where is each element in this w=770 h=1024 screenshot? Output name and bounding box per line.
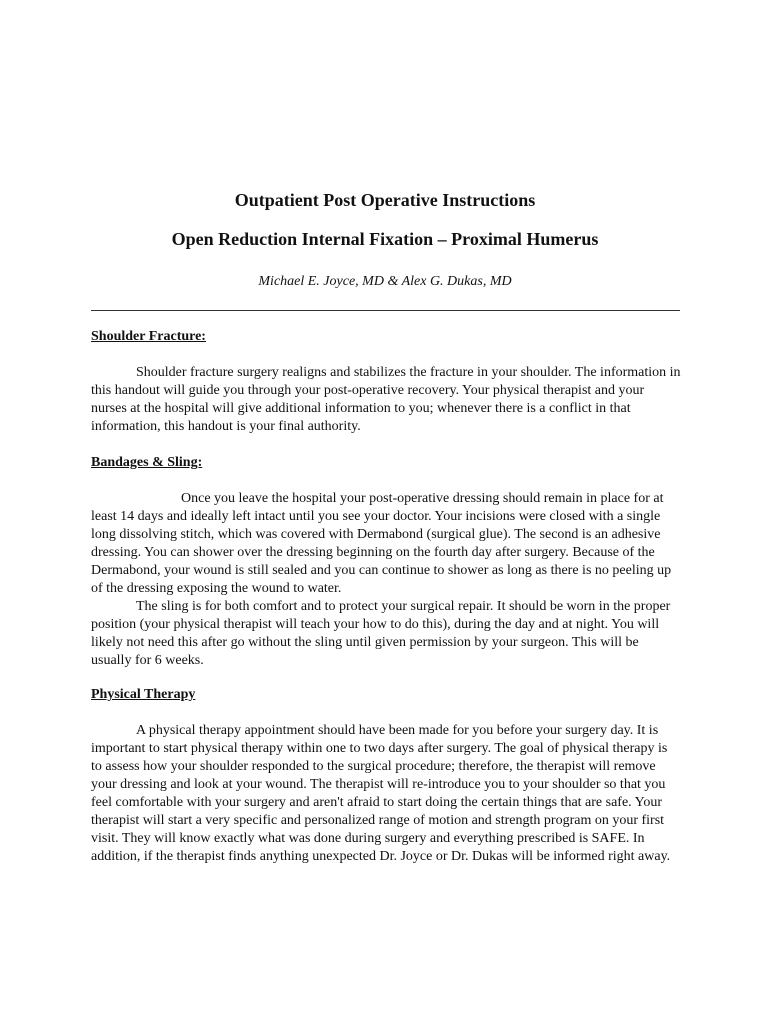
section-heading: Bandages & Sling: [91, 455, 203, 470]
spacer [91, 346, 681, 364]
section-physical-therapy [91, 686, 681, 866]
paragraph: Shoulder fracture surgery realigns and stabilizes the fracture in your shoulder. The information in this handout will guide you through your post-operative recovery. Your physical therapist and your nurses at the hospital will give additional information to you; whenever there is a conflict in that information, this handout is your final authority. [91, 365, 681, 434]
paragraph: Once you leave the hospital your post-operative dressing should remain in place for at least 14 days and ideally left intact until you see your doctor. Your incisions were closed with a single long dissolving stitch, which was covered with Dermabond (surgical glue). The second is an adhesive dressing. You can shower over the dressing beginning on the fourth day after surgery. Because of the Dermabond, your wound is still sealed and you can continue to shower as long as there is no peeling up of the dressing exposing the wound to water. [91, 491, 672, 596]
document-subtitle: Open Reduction Internal Fixation – Proximal Humerus [171, 229, 599, 249]
paragraph: The sling is for both comfort and to protect your surgical repair. It should be worn in the proper position (your physical therapist will teach your how to do this), during the day and at night. You will likely not need this after go without the sling until given permission by your surgeon. This will be usually for 6 weeks. [91, 599, 671, 668]
section-shoulder-fracture [91, 328, 681, 436]
spacer [91, 472, 681, 490]
paragraph: A physical therapy appointment should have been made for you before your surgery day. It is important to start physical therapy within one to two days after surgery. The goal of physical therapy is to assess how your shoulder responded to the surgical procedure; therefore, the therapist will remove your dressing and look at your wound. The therapist will re-introduce you to your shoulder so that you feel comfortable with your surgery and aren't afraid to start doing the certain things that are safe. Your therapist will start a very specific and personalized range of motion and strength program on your first visit. They will know exactly what was done during surgery and everything prescribed is SAFE. In addition, if the therapist finds anything unexpected Dr. Joyce or Dr. Dukas will be informed right away. [91, 723, 671, 864]
document-title: Outpatient Post Operative Instructions [234, 190, 536, 210]
section-heading: Shoulder Fracture: [91, 329, 206, 344]
section-heading: Physical Therapy [91, 687, 196, 702]
authors-line: Michael E. Joyce, MD & Alex G. Dukas, MD [258, 274, 512, 289]
spacer [91, 704, 681, 722]
horizontal-divider [91, 310, 680, 311]
section-bandages-sling [91, 454, 681, 670]
